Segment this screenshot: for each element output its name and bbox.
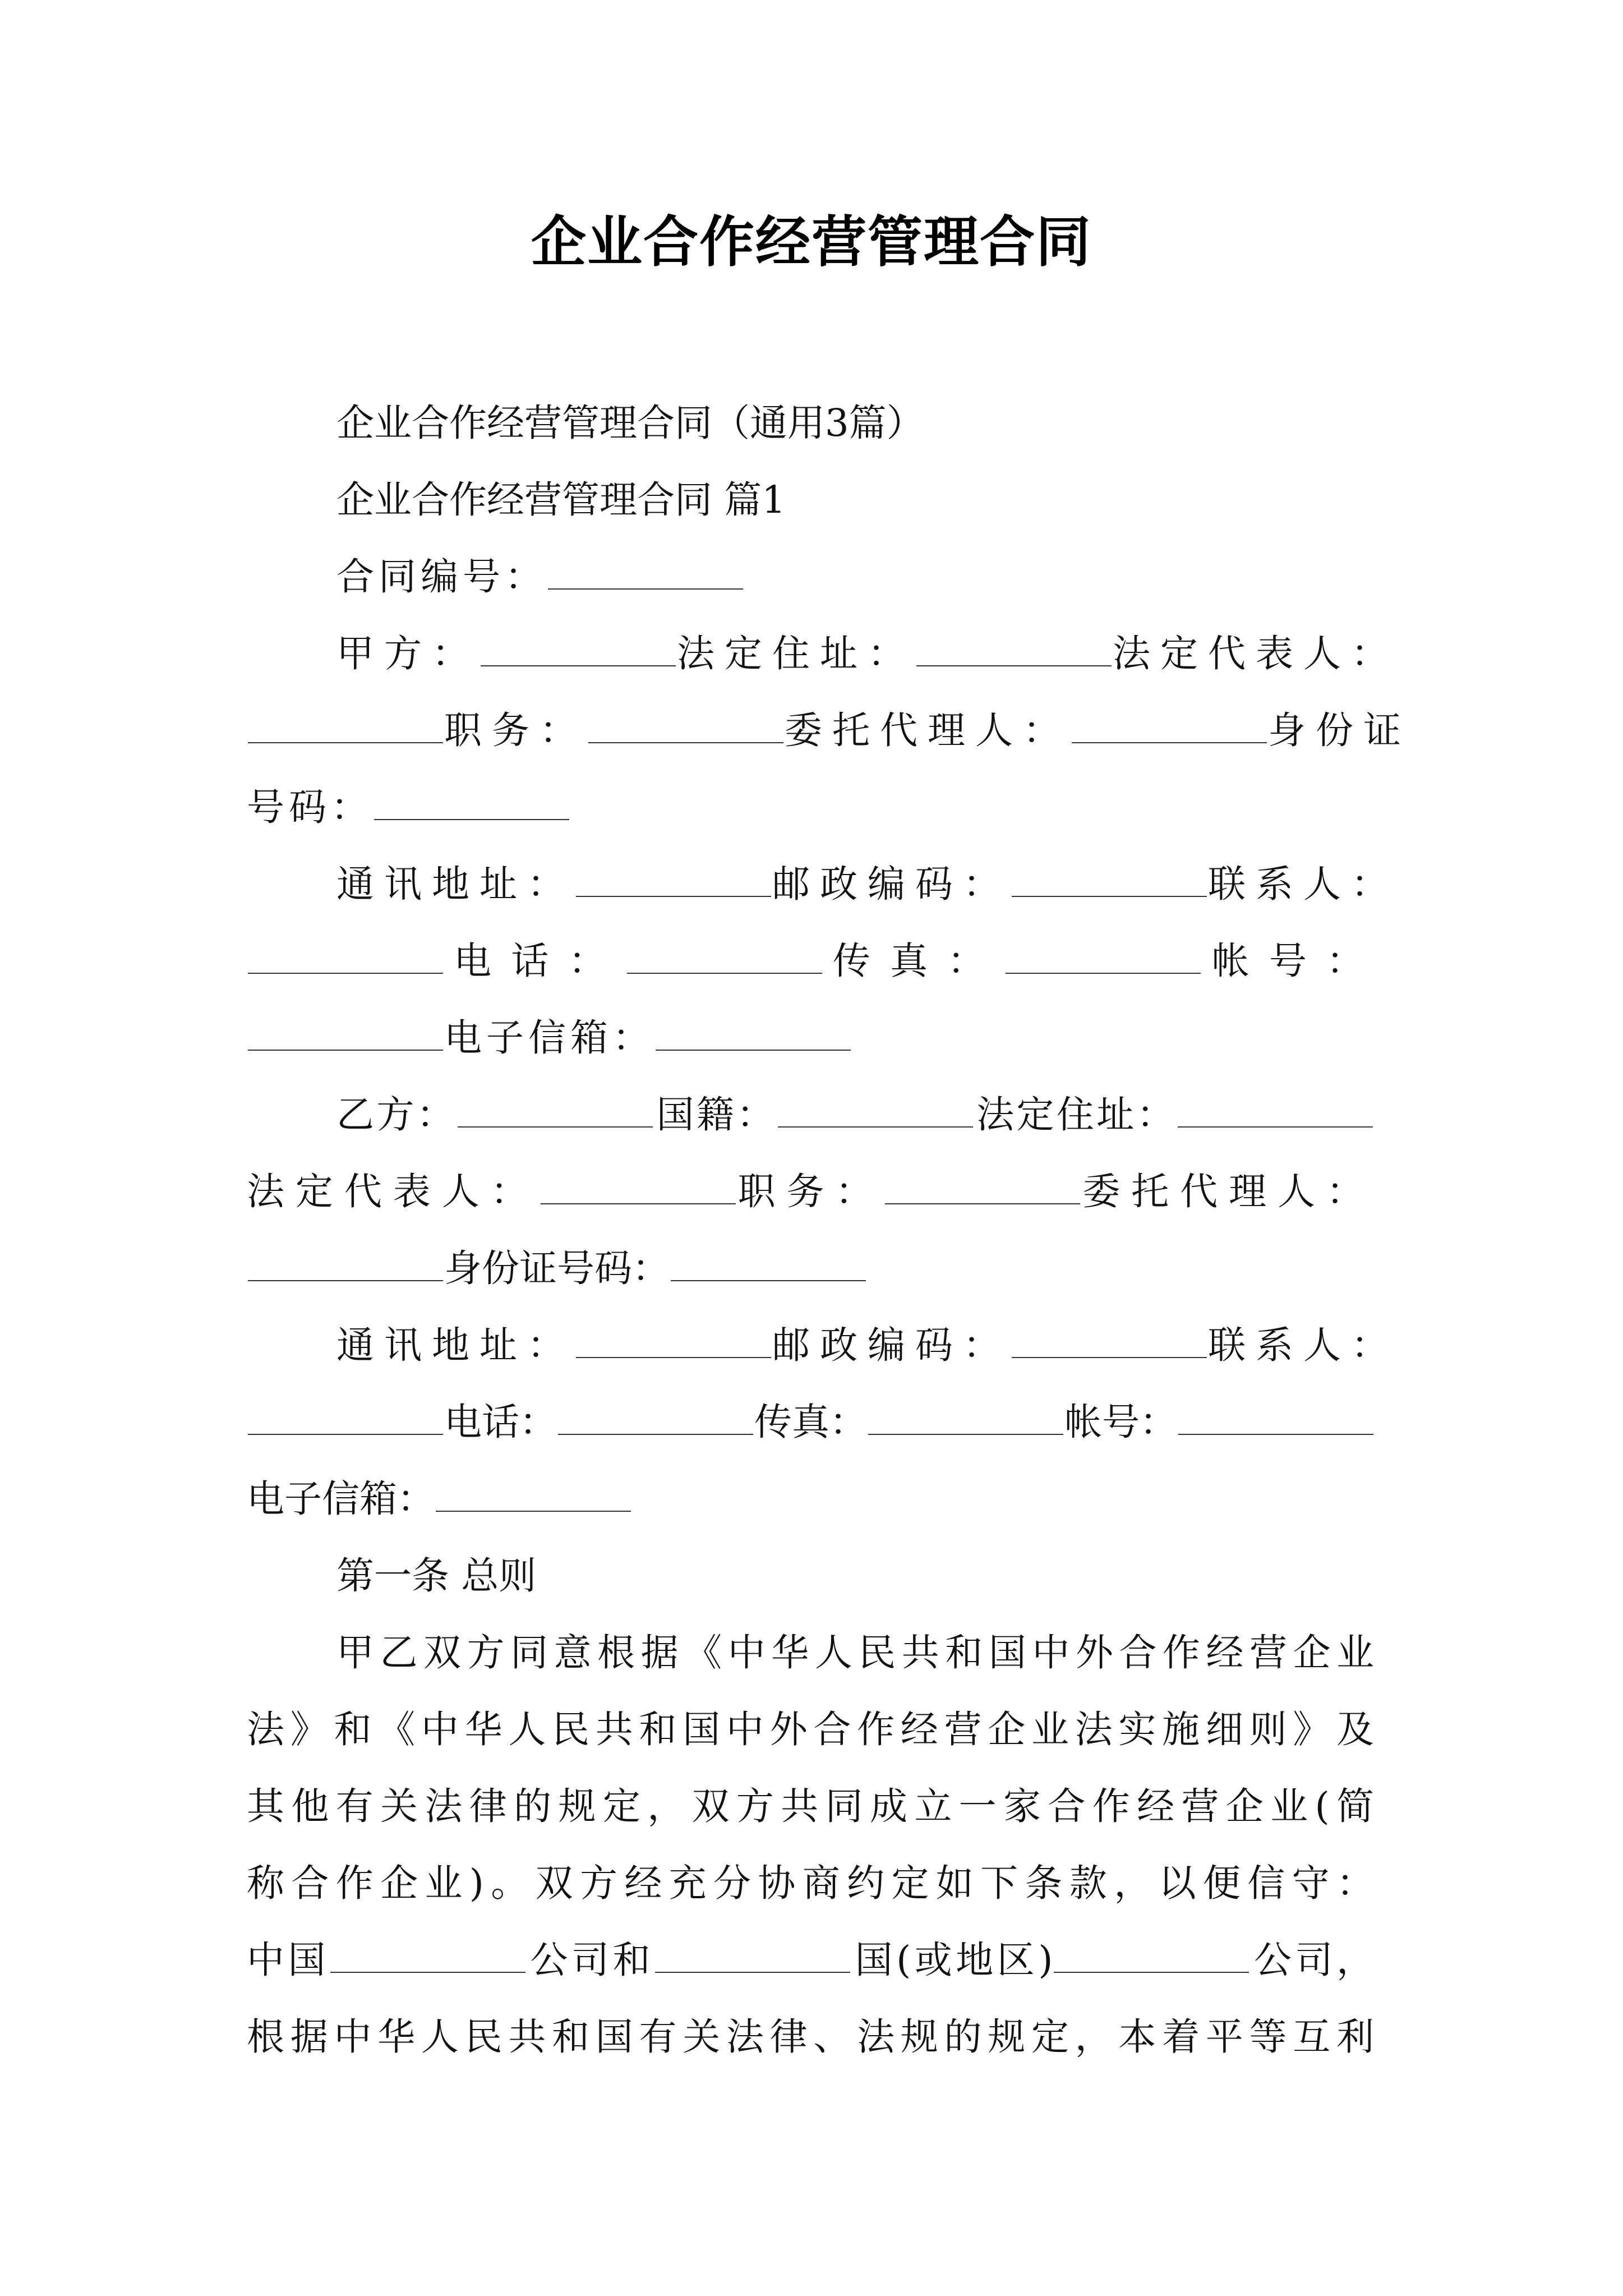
party-b-position-label: 职务： (736, 1170, 884, 1213)
party-a-contact-blank[interactable] (248, 940, 443, 974)
party-b-postcode-blank[interactable] (1012, 1324, 1207, 1358)
party-a-id-label-1: 身份证 (1268, 708, 1411, 752)
party-b-rep-label: 法定代表人： (247, 1170, 540, 1213)
party-b-mail-address-label: 通讯地址： (336, 1323, 575, 1367)
part-heading: 企业合作经营管理合同 篇1 (336, 478, 786, 522)
party-b-phone-label: 电话： (444, 1400, 557, 1444)
party-a-postcode-label: 邮政编码： (772, 862, 1011, 906)
party-b-contact-blank[interactable] (248, 1401, 443, 1435)
contract-number-blank[interactable] (548, 556, 743, 590)
party-a-line-2 (247, 692, 1411, 769)
party-a-agent-blank[interactable] (1072, 710, 1267, 743)
party-a-id-blank[interactable] (374, 786, 569, 820)
country-blank[interactable] (655, 1939, 850, 1973)
party-a-position-blank[interactable] (588, 710, 783, 743)
party-b-position-blank[interactable] (885, 1171, 1080, 1204)
party-b-rep-blank[interactable] (541, 1171, 736, 1204)
party-a-phone-label: 电话： (444, 939, 626, 983)
article-1-para-line-2: 法》和《中华人民共和国中外合作经营企业法实施细则》及 (247, 1708, 1374, 1751)
contract-number-line (247, 539, 1374, 615)
party-a-contact-label: 联系人： (1208, 862, 1399, 906)
party-b-line-1 (247, 1076, 1374, 1153)
party-b-line-6 (247, 1461, 1374, 1538)
party-b-mail-address-blank[interactable] (576, 1324, 771, 1358)
party-b-account-label: 帐号： (1064, 1400, 1177, 1444)
party-b-id-label: 身份证号码： (444, 1246, 670, 1290)
company-label: 公司， (1250, 1938, 1375, 1982)
contract-number-label: 合同编号： (336, 555, 547, 599)
party-b-address-label: 法定住址： (974, 1093, 1177, 1137)
party-a-line-3 (247, 769, 1374, 846)
party-b-fax-blank[interactable] (868, 1401, 1063, 1435)
document-title: 企业合作经营管理合同 (531, 210, 1092, 274)
party-b-fax-label: 传真： (754, 1400, 867, 1444)
party-a-name-blank[interactable] (481, 633, 676, 666)
article-1-para-line-6: 根据中华人民共和国有关法律、法规的规定，本着平等互利 (247, 2015, 1374, 2059)
party-a-account-blank[interactable] (248, 1017, 443, 1051)
party-a-line-1 (247, 615, 1399, 692)
article-1-para-line-5 (247, 1922, 1374, 1999)
party-b-line-3 (247, 1230, 1374, 1307)
party-b-postcode-label: 邮政编码： (772, 1323, 1011, 1367)
party-a-rep-label: 法定代表人： (1113, 632, 1399, 675)
party-b-address-blank[interactable] (1178, 1094, 1373, 1128)
party-b-account-blank[interactable] (1178, 1401, 1373, 1435)
party-a-mail-address-blank[interactable] (576, 863, 771, 897)
party-b-email-blank[interactable] (436, 1478, 631, 1512)
china-company-blank[interactable] (330, 1939, 525, 1973)
party-b-email-label: 电子信箱： (247, 1477, 435, 1521)
subtitle-line: 企业合作经营管理合同（通用3篇） (336, 401, 924, 445)
party-a-rep-blank[interactable] (248, 710, 443, 743)
party-a-id-label-2: 号码： (247, 785, 373, 829)
party-a-line-6 (247, 1000, 1374, 1076)
china-label: 中国 (247, 1938, 330, 1982)
party-b-nationality-blank[interactable] (778, 1094, 973, 1128)
party-a-email-label: 电子信箱： (444, 1016, 654, 1060)
party-b-contact-label: 联系人： (1208, 1323, 1399, 1367)
party-b-line-5 (247, 1384, 1374, 1461)
party-b-name-blank[interactable] (458, 1094, 653, 1128)
document-body (247, 385, 1411, 2076)
party-a-label: 甲方： (336, 632, 479, 675)
party-a-address-label: 法定住址： (677, 632, 915, 675)
party-b-label: 乙方： (336, 1093, 457, 1137)
article-1-para-line-4: 称合作企业)。双方经充分协商约定如下条款，以便信守： (247, 1861, 1374, 1905)
party-a-line-4 (247, 846, 1399, 923)
company-and-label: 公司和 (527, 1938, 654, 1982)
article-1-para-line-1: 甲乙双方同意根据《中华人民共和国中外合作经营企业 (336, 1631, 1374, 1674)
party-a-position-label: 职务： (444, 708, 587, 752)
party-b-line-2 (247, 1153, 1374, 1230)
party-b-phone-blank[interactable] (558, 1401, 753, 1435)
party-a-line-5 (247, 923, 1374, 1000)
party-a-email-blank[interactable] (656, 1017, 851, 1051)
party-a-fax-blank[interactable] (1006, 940, 1201, 974)
party-a-postcode-blank[interactable] (1012, 863, 1207, 897)
article-1-heading: 第一条 总则 (336, 1554, 537, 1598)
party-a-fax-label: 传真： (823, 939, 1005, 983)
party-b-agent-label: 委托代理人： (1081, 1170, 1374, 1213)
party-a-mail-address-label: 通讯地址： (336, 862, 575, 906)
party-a-agent-label: 委托代理人： (785, 708, 1071, 752)
party-b-line-4 (247, 1307, 1399, 1384)
country-region-label: 国(或地区) (851, 1938, 1053, 1982)
party-a-address-blank[interactable] (916, 633, 1112, 666)
party-a-account-label: 帐号： (1202, 939, 1375, 983)
party-b-id-blank[interactable] (671, 1248, 866, 1281)
foreign-company-blank[interactable] (1054, 1939, 1249, 1973)
article-1-para-line-3: 其他有关法律的规定，双方共同成立一家合作经营企业(简 (247, 1784, 1374, 1828)
party-b-agent-blank[interactable] (248, 1248, 443, 1281)
party-b-nationality-label: 国籍： (654, 1093, 777, 1137)
party-a-phone-blank[interactable] (627, 940, 822, 974)
